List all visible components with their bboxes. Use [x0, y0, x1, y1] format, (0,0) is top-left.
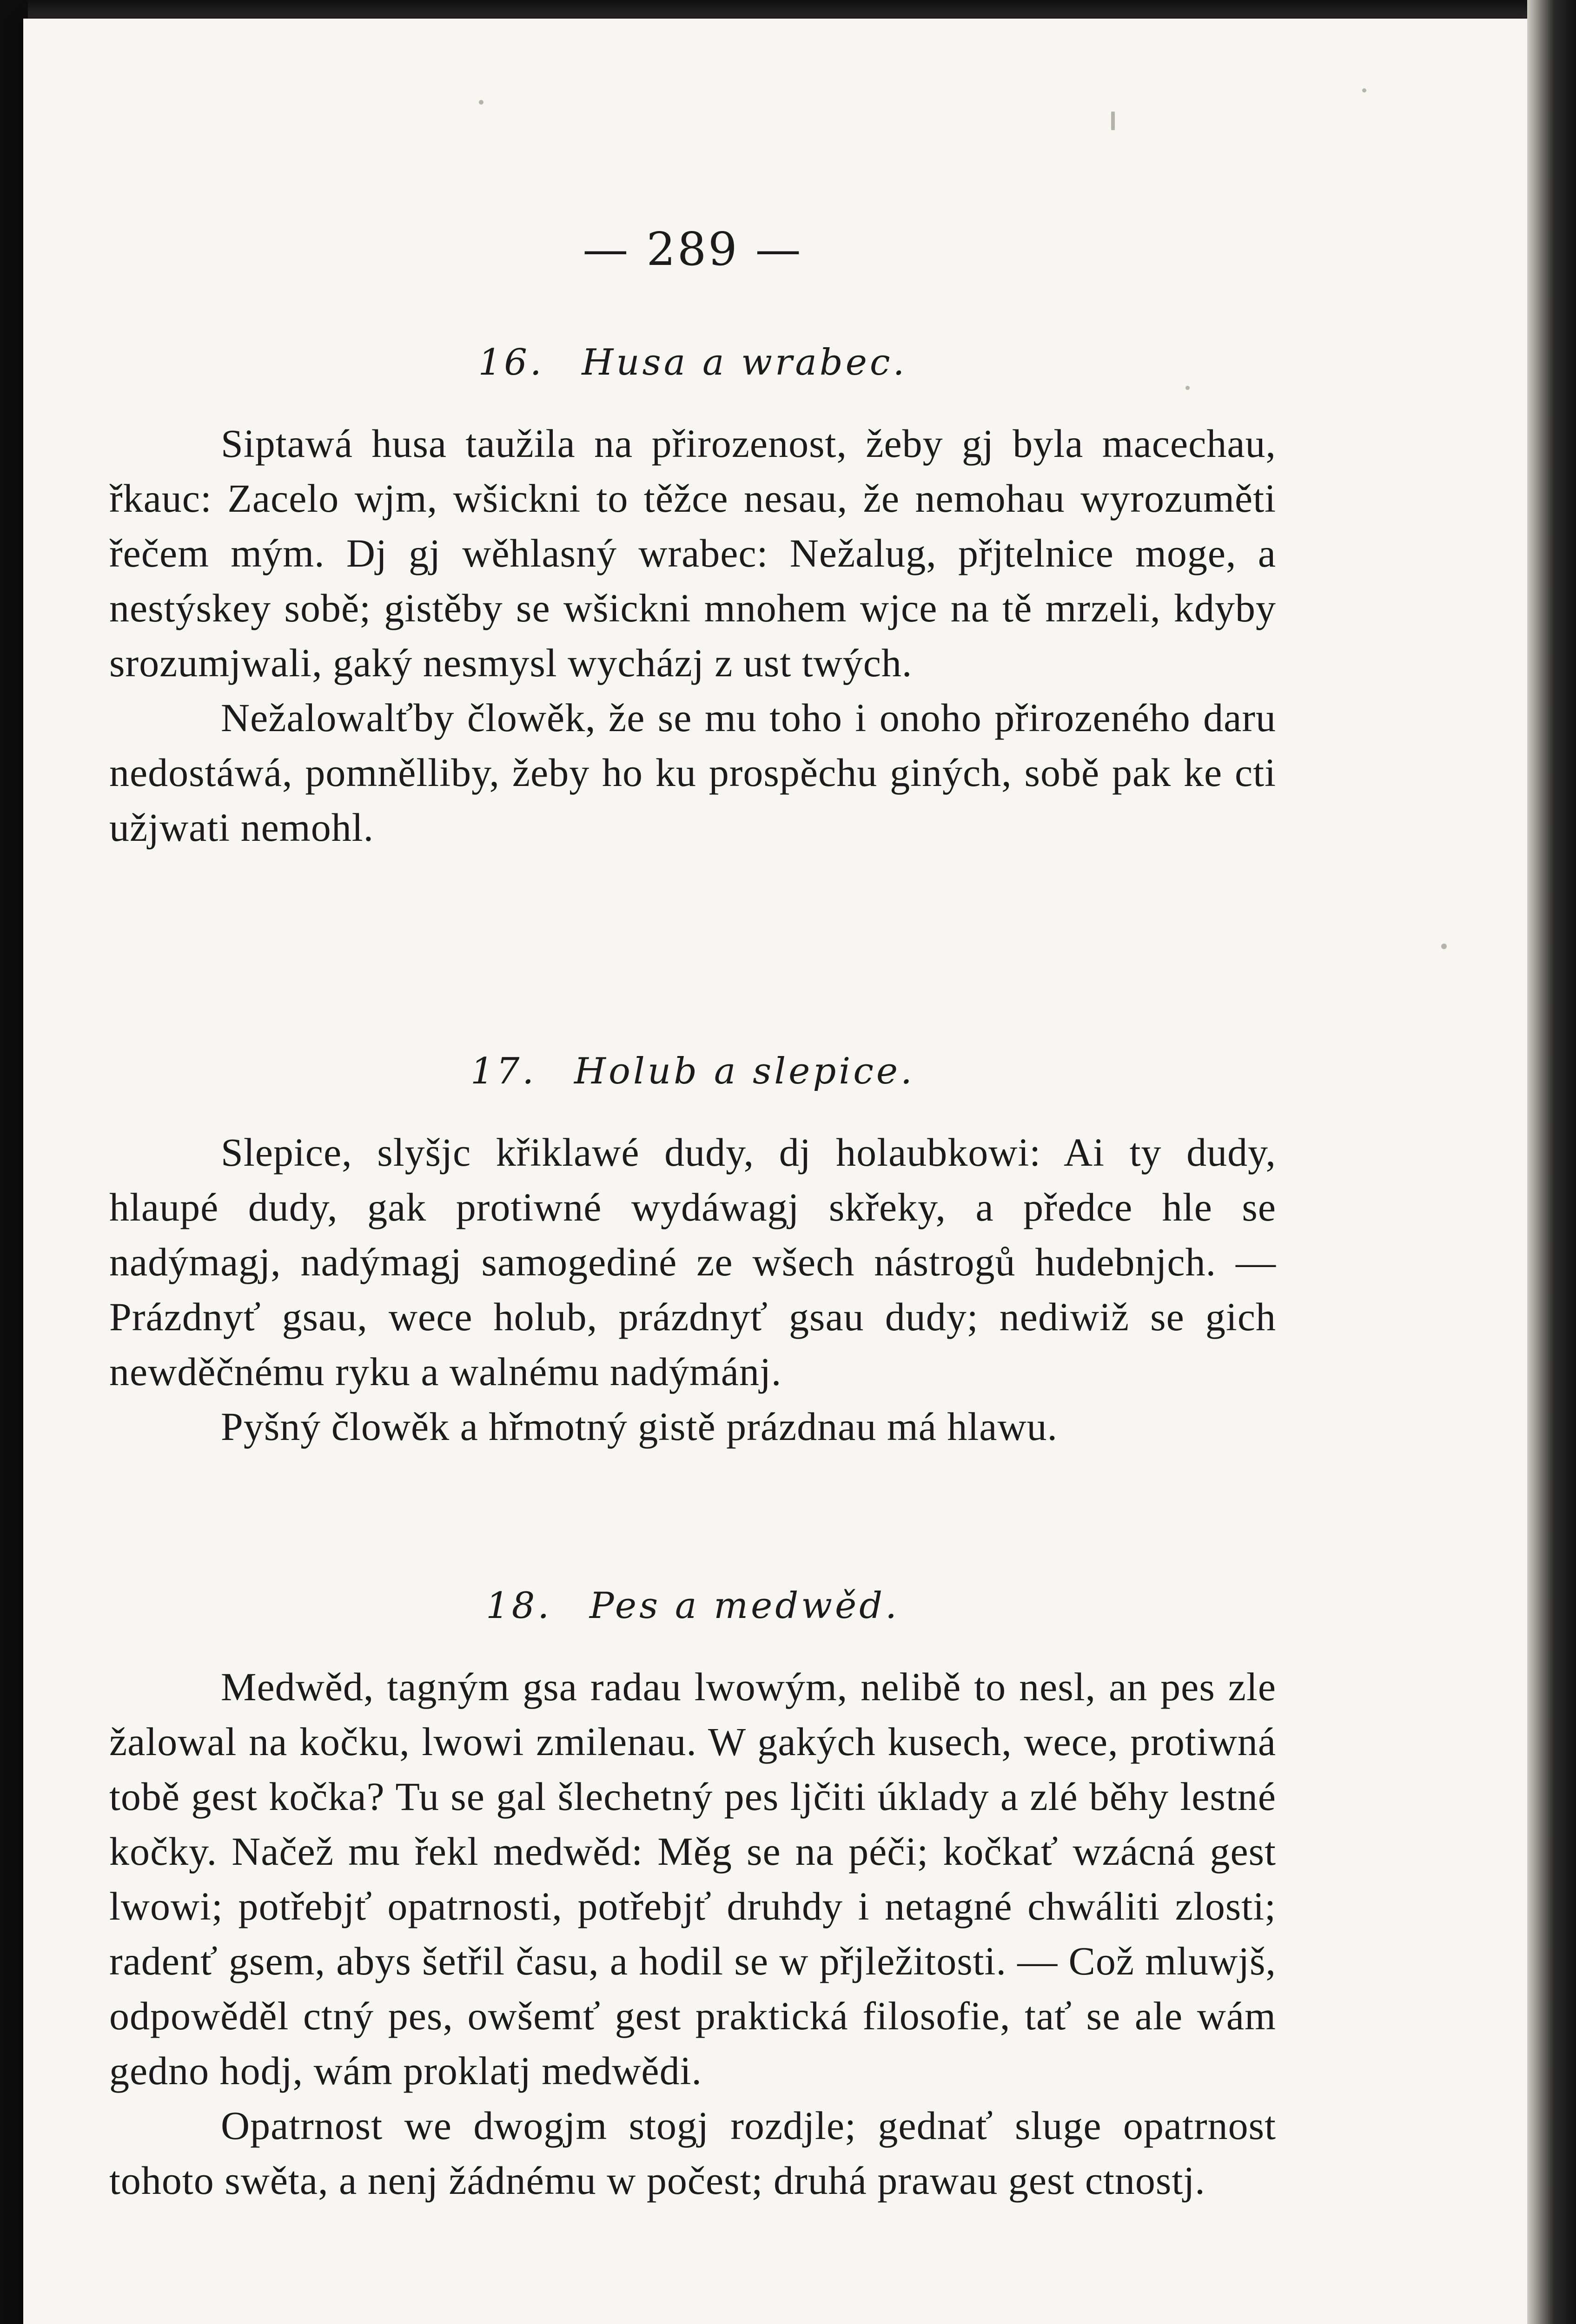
paper-speck — [1362, 88, 1366, 92]
fable-title: Husa a wrabec. — [582, 342, 907, 383]
fable-heading — [109, 1585, 1276, 1627]
page-number: — 289 — — [583, 223, 803, 276]
fable-moral: Nežalowalťby člowěk, že se mu toho i onoho přirozeného daru nedostáwá, pomnělliby, žeby ho ku prospěchu giných, sobě pak ke cti užjwati nemohl. — [109, 695, 1276, 850]
paper-speck — [479, 100, 483, 105]
book-page — [23, 19, 1527, 2324]
fable-18 — [109, 1585, 1276, 2208]
fable-text: Slepice, slyšjc křiklawé dudy, dj holaubkowi: Ai ty dudy, hlaupé dudy, gak protiwné wydáwagj skřeky, a předce hle se nadýmagj, nadýmagj samogediné ze wšech nástrogů hudebnjch. — Prázdnyť gsau, wece holub, prázdnyť gsau dudy; nediwiž se gich newděčnému ryku a walnému nadýmánj. — [109, 1130, 1276, 1394]
scan-top-border — [0, 0, 1576, 18]
fable-moral: Pyšný člowěk a hřmotný gistě prázdnau má hlawu. — [221, 1404, 1058, 1449]
paper-speck — [1111, 112, 1115, 130]
fable-17 — [109, 1050, 1276, 1454]
scan-right-border — [1527, 0, 1576, 2324]
fable-number: 16. — [478, 342, 544, 383]
fable-16 — [109, 342, 1276, 855]
fable-text: Siptawá husa taužila na přirozenost, žeby gj byla macechau, řkauc: Zacelo wjm, wšickni to těžce nesau, že nemohau wyrozuměti řečem mým. Dj gj wěhlasný wrabec: Nežalug, přjtelnice moge, a nestýskey sobě; gistěby se wšickni mnohem wjce na tě mrzeli, kdyby srozumjwali, gaký nesmysl wycházj z ust twých. — [109, 421, 1276, 685]
fable-heading — [109, 1050, 1276, 1092]
fable-text: Medwěd, tagným gsa radau lwowým, nelibě to nesl, an pes zle žalowal na kočku, lwowi zmilenau. W gakých kusech, wece, protiwná tobě gest kočka? Tu se gal šlechetný pes ljčiti úklady a zlé běhy lestné kočky. Načež mu řekl medwěd: Měg se na péči; kočkať wzácná gest lwowi; potřebjť opatrnosti, potřebjť druhdy i netagné chwáliti zlosti; radenť gsem, abys šetřil času, a hodil se w přjležitosti. — Což mluwjš, odpowěděl ctný pes, owšemť gest praktická filosofie, tať se ale wám gedno hodj, wám proklatj medwědi. — [109, 1664, 1276, 2093]
fable-moral: Opatrnost we dwogjm stogj rozdjle; gednať sluge opatrnost tohoto swěta, a nenj žádnému w počest; druhá prawau gest ctnostj. — [109, 2103, 1276, 2203]
fable-title: Holub a slepice. — [574, 1050, 915, 1092]
fable-number: 18. — [486, 1585, 552, 1627]
paper-speck — [1441, 944, 1447, 949]
fable-heading — [109, 342, 1276, 383]
fable-number: 17. — [470, 1050, 537, 1092]
fable-title: Pes a medwěd. — [589, 1585, 900, 1627]
